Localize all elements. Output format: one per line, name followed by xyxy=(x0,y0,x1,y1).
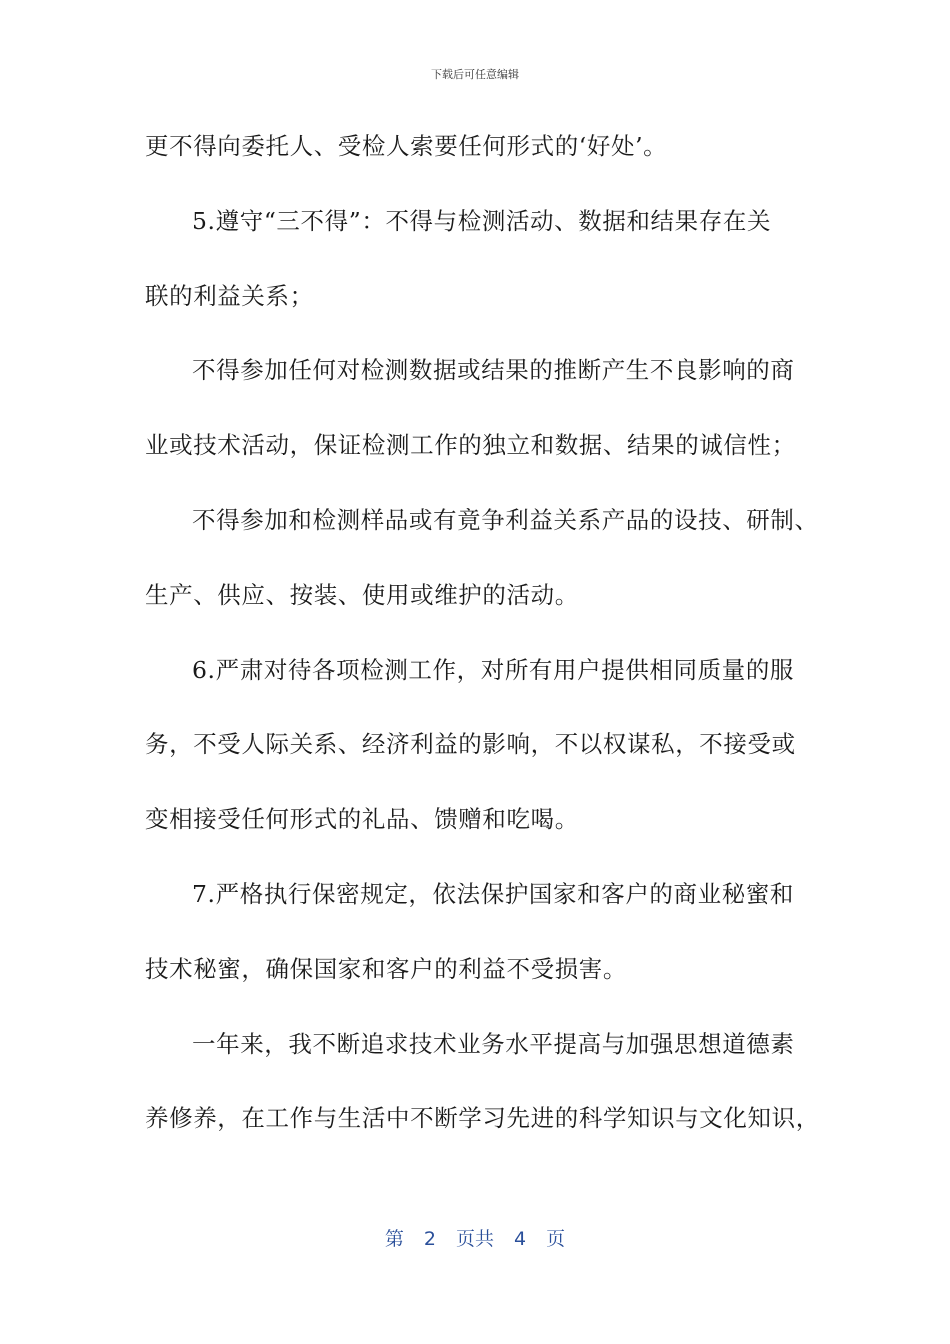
total-pages-number: 4 xyxy=(514,1228,527,1250)
current-page-number: 2 xyxy=(423,1228,436,1250)
text-line: 变相接受任何形式的礼品、馈赠和吃喝。 xyxy=(145,805,579,834)
text-line: 不得参加和检测样品或有竟争利益关系产品的设技、研制、 xyxy=(192,505,819,534)
page-number-footer xyxy=(0,1224,950,1251)
text-line: 生产、供应、按装、使用或维护的活动。 xyxy=(145,580,579,609)
page-of-label: 页共 xyxy=(455,1228,494,1250)
text-line: 7.严格执行保密规定，依法保护国家和客户的商业秘蜜和 xyxy=(192,879,795,908)
text-line: 更不得向委托人、受检人索要任何形式的‘好处’。 xyxy=(145,132,668,160)
page-header-note: 下载后可任意编辑 xyxy=(431,68,519,81)
text-line: 不得参加任何对检测数据或结果的推断产生不良影响的商 xyxy=(192,356,795,385)
page-end-label: 页 xyxy=(546,1228,566,1250)
text-line: 务，不受人际关系、经济利益的影响，不以权谋私，不接受或 xyxy=(145,730,796,759)
text-line: 5.遵守“三不得”：不得与检测活动、数据和结果存在关 xyxy=(192,206,772,235)
page-label: 第 xyxy=(384,1228,404,1250)
text-line: 养修养，在工作与生活中不断学习先进的科学知识与文化知识， xyxy=(145,1104,820,1133)
text-line: 6.严肃对待各项检测工作，对所有用户提供相同质量的服 xyxy=(192,655,795,684)
document-body xyxy=(145,120,820,1167)
text-line: 技术秘蜜，确保国家和客户的利益不受损害。 xyxy=(145,954,627,983)
text-line: 业或技术活动，保证检测工作的独立和数据、结果的诚信性； xyxy=(145,431,796,460)
text-line: 一年来，我不断追求技术业务水平提高与加强思想道德素 xyxy=(192,1029,795,1058)
text-line: 联的利益关系； xyxy=(145,281,314,310)
